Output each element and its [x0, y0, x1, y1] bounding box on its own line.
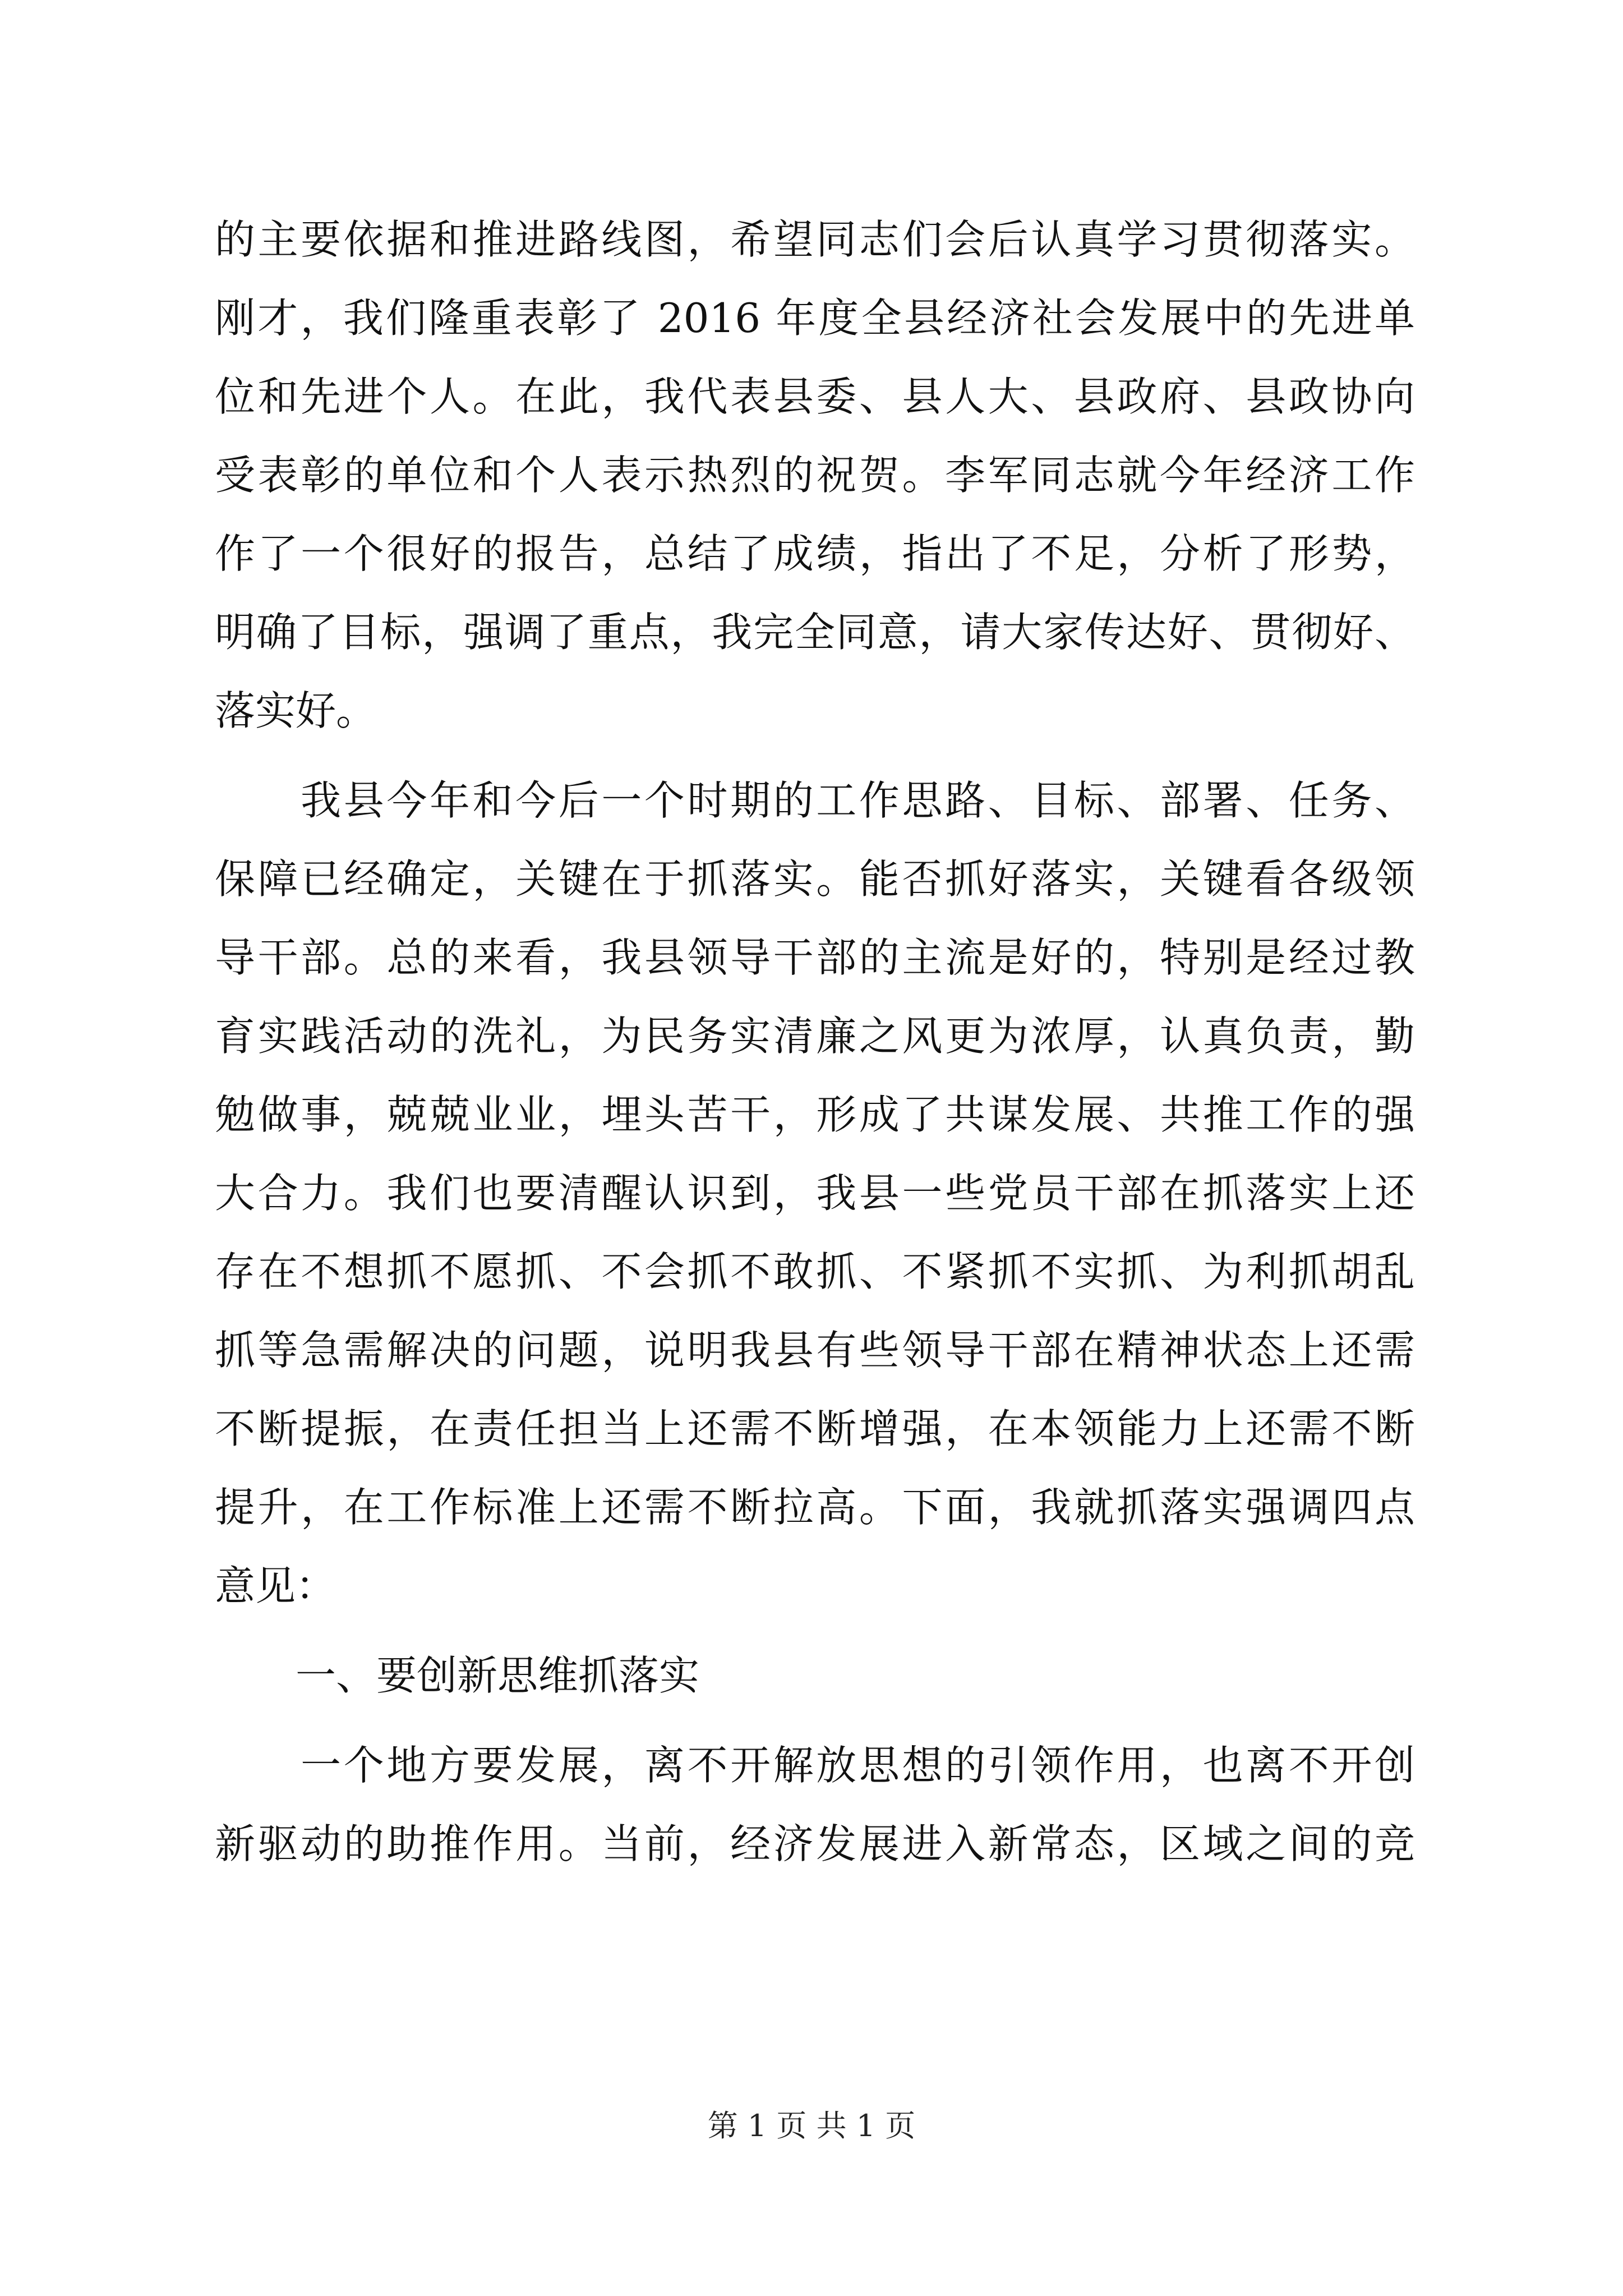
text-line-content: 抓等急需解决的问题，说明我县有些领导干部在精神状态上还需: [215, 1327, 1415, 1374]
text-line: [215, 1232, 1415, 1311]
text-line: [215, 593, 1415, 671]
text-line: [215, 761, 1415, 840]
page-footer: [0, 2106, 1623, 2146]
text-line-content: 意见：: [215, 1562, 336, 1609]
text-line-content: 刚才，我们隆重表彰了 2016 年度全县经济社会发展中的先进单: [215, 295, 1415, 342]
page-number-label: 第 1 页 共 1 页: [707, 2108, 916, 2143]
text-line-content: 受表彰的单位和个人表示热烈的祝贺。李军同志就今年经济工作: [215, 452, 1415, 499]
text-line: [215, 1547, 1415, 1625]
text-line: [215, 1075, 1415, 1154]
text-line-content: 明确了目标，强调了重点，我完全同意，请大家传达好、贯彻好、: [215, 609, 1415, 656]
document-body: [215, 200, 1415, 1883]
text-line: [215, 671, 1415, 750]
text-line: [215, 1726, 1415, 1805]
text-line-content: 勉做事，兢兢业业，埋头苦干，形成了共谋发展、共推工作的强: [215, 1091, 1415, 1138]
text-line: [215, 1389, 1415, 1468]
section-heading: [215, 1636, 1415, 1715]
text-line: [215, 357, 1415, 436]
section-heading-text: 一、要创新思维抓落实: [215, 1652, 700, 1699]
text-line: [215, 1805, 1415, 1883]
text-line: [215, 1154, 1415, 1232]
text-line: [215, 279, 1415, 357]
text-line: [215, 918, 1415, 997]
text-line-content: 落实好。: [215, 687, 377, 734]
text-line-content: 大合力。我们也要清醒认识到，我县一些党员干部在抓落实上还: [215, 1170, 1415, 1217]
text-line: [215, 200, 1415, 279]
text-line-content: 存在不想抓不愿抓、不会抓不敢抓、不紧抓不实抓、为利抓胡乱: [215, 1248, 1415, 1295]
text-line-content: 新驱动的助推作用。当前，经济发展进入新常态，区域之间的竞: [215, 1820, 1415, 1867]
text-line-content: 提升，在工作标准上还需不断拉高。下面，我就抓落实强调四点: [215, 1484, 1415, 1531]
text-line-content: 我县今年和今后一个时期的工作思路、目标、部署、任务、: [215, 777, 1415, 824]
text-line-content: 一个地方要发展，离不开解放思想的引领作用，也离不开创: [215, 1742, 1415, 1789]
text-line: [215, 1468, 1415, 1547]
text-line-content: 作了一个很好的报告，总结了成绩，指出了不足，分析了形势，: [215, 530, 1415, 577]
text-line: [215, 997, 1415, 1075]
text-line: [215, 1311, 1415, 1389]
text-line-content: 育实践活动的洗礼，为民务实清廉之风更为浓厚，认真负责，勤: [215, 1013, 1415, 1060]
text-line-content: 位和先进个人。在此，我代表县委、县人大、县政府、县政协向: [215, 373, 1415, 420]
text-line-content: 不断提振，在责任担当上还需不断增强，在本领能力上还需不断: [215, 1405, 1415, 1452]
text-line: [215, 514, 1415, 593]
text-line-content: 导干部。总的来看，我县领导干部的主流是好的，特别是经过教: [215, 934, 1415, 981]
text-line: [215, 840, 1415, 918]
text-line-content: 保障已经确定，关键在于抓落实。能否抓好落实，关键看各级领: [215, 855, 1415, 903]
text-line: [215, 436, 1415, 514]
text-line-content: 的主要依据和推进路线图，希望同志们会后认真学习贯彻落实。: [215, 216, 1415, 263]
